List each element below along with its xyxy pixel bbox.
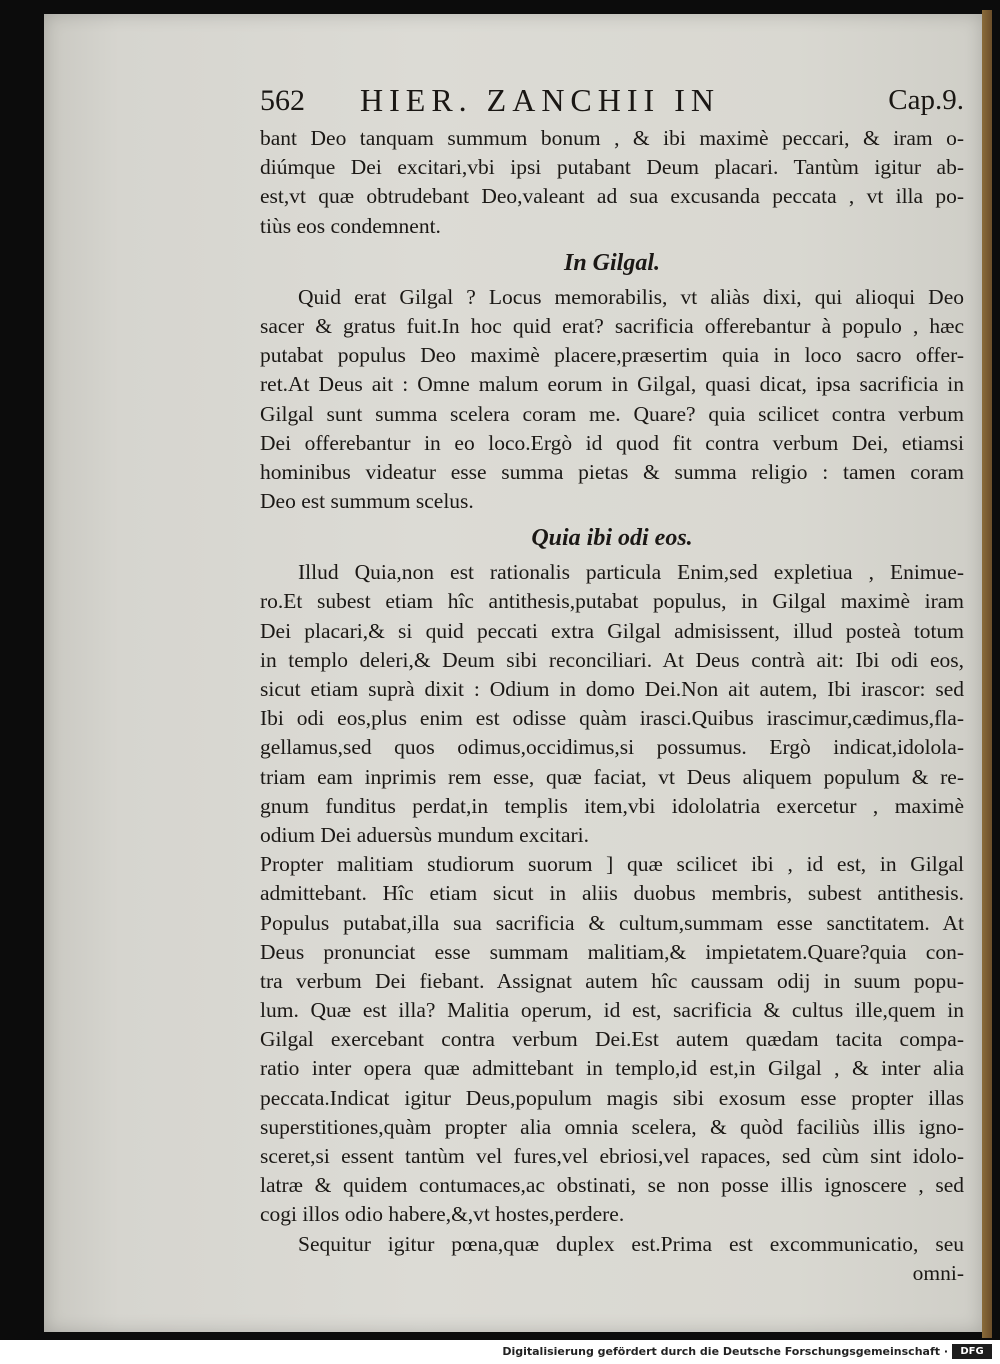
catchword: omni-	[912, 1260, 964, 1285]
text-line: Quid erat Gilgal ? Locus memorabilis, vt aliàs dixi, qui alioqui Deo	[298, 284, 964, 309]
text-line: Deo est summum scelus.	[260, 489, 474, 514]
text-line: Dei offerebantur in eo loco.Ergò id quod fit contra verbum Dei, etiamsi	[260, 430, 964, 455]
section-heading: In Gilgal.	[563, 249, 661, 276]
text-line: Gilgal sunt summa scelera coram me. Quare? quia scilicet contra verbum	[260, 401, 964, 426]
running-title: HIER. ZANCHII IN	[360, 82, 720, 118]
text-line: triam eam inprimis rem esse, quæ faciat, vt Deus aliquem populum & re-	[260, 764, 964, 789]
text-line: Ibi odi eos,plus enim est odisse quàm irasci.Quibus irascimur,cædimus,fla-	[260, 706, 964, 731]
text-line: lum. Quæ est illa? Malitia operum, id est, sacrificia & cultus ille,quem in	[260, 998, 964, 1023]
text-line: sceret,si essent tantùm vel fures,vel ebriosi,vel rapaces, sed cùm sint idolo-	[260, 1144, 964, 1168]
text-line: ratio inter opera quæ admittebant in templo,id est,in Gilgal , & inter alia	[260, 1056, 964, 1081]
text-line: tra verbum Dei fiebant. Assignat autem hîc caussam odij in suum popu-	[260, 968, 964, 993]
text-line: sacer & gratus fuit.In hoc quid erat? sacrificia offerebantur à populo , hæc	[260, 313, 964, 338]
text-line: Deus pronunciat esse summam malitiam,& impietatem.Quare?quia con-	[260, 939, 964, 964]
text-line: hominibus videatur esse summa pietas & summa religio : tamen coram	[260, 459, 964, 484]
text-line: admittebant. Hîc etiam sicut in aliis duobus membris, subest antithesis.	[260, 881, 964, 906]
text-line: sicut etiam suprà dixit : Odium in domo Dei.Non ait autem, Ibi irascor: sed	[260, 677, 964, 701]
text-line: gellamus,sed quos odimus,occidimus,si possumus. Ergò indicat,idolola-	[260, 735, 964, 760]
text-line: putabat populus Deo maximè placere,præsertim quia in loco sacro offer-	[260, 343, 964, 368]
running-head	[260, 82, 964, 126]
text-line: odium Dei aduersùs mundum excitari.	[260, 822, 589, 847]
chapter-label: Cap.9.	[888, 84, 964, 116]
text-line: tiùs eos condemnent.	[260, 213, 441, 238]
text-line: Gilgal exercebant contra verbum Dei.Est autem quædam tacita compa-	[260, 1027, 964, 1052]
text-line: Illud Quia,non est rationalis particula Enim,sed expletiua , Enimue-	[298, 560, 964, 585]
footer-bar	[0, 1340, 1000, 1364]
body-text	[260, 124, 964, 1288]
text-line: est,vt quæ obtrudebant Deo,valeant ad sua excusanda peccata , vt illa po-	[260, 184, 964, 209]
page-edge	[982, 10, 992, 1338]
text-line: Dei placari,& si quid peccati extra Gilgal admisissent, illud posteà totum	[260, 618, 964, 643]
dfg-logo: DFG	[952, 1344, 992, 1359]
text-line: ro.Et subest etiam hîc antithesis,putabat populus, in Gilgal maximè iram	[260, 589, 964, 614]
text-line: Populus putabat,illa sua sacrificia & cultum,summam esse sanctitatem. At	[260, 910, 964, 935]
text-line: cogi illos odio habere,&,vt hostes,perdere.	[260, 1202, 625, 1227]
text-line: bant Deo tanquam summum bonum , & ibi maximè peccari, & iram o-	[260, 126, 964, 150]
text-line: Sequitur igitur pœna,quæ duplex est.Prima est excommunicatio, seu	[298, 1231, 964, 1256]
text-line: gnum funditus perdat,in templis item,vbi idololatria exercetur , maximè	[260, 793, 964, 818]
text-line: latræ & quidem contumaces,ac obstinati, se non posse illis ignoscere , sed	[260, 1173, 964, 1198]
text-line: peccata.Indicat igitur Deus,populum magis sibi exosum esse propter illas	[260, 1085, 964, 1110]
page-number: 562	[260, 84, 305, 117]
text-line: Propter malitiam studiorum suorum ] quæ scilicet ibi , id est, in Gilgal	[260, 852, 964, 877]
text-line: ret.At Deus ait : Omne malum eorum in Gilgal, quasi dicat, ipsa sacrificia in	[260, 372, 964, 397]
text-line: in templo deleri,& Deum sibi reconciliari. At Deus contrà ait: Ibi odi eos,	[260, 647, 964, 672]
funding-credit: Digitalisierung gefördert durch die Deutsche Forschungsgemeinschaft ·	[502, 1345, 948, 1358]
section-heading: Quia ibi odi eos.	[531, 525, 693, 552]
text-line: diúmque Dei excitari,vbi ipsi putabant Deum placari. Tantùm igitur ab-	[260, 155, 964, 180]
text-line: superstitiones,quàm propter alia omnia scelera, & quòd faciliùs illis igno-	[260, 1114, 964, 1139]
